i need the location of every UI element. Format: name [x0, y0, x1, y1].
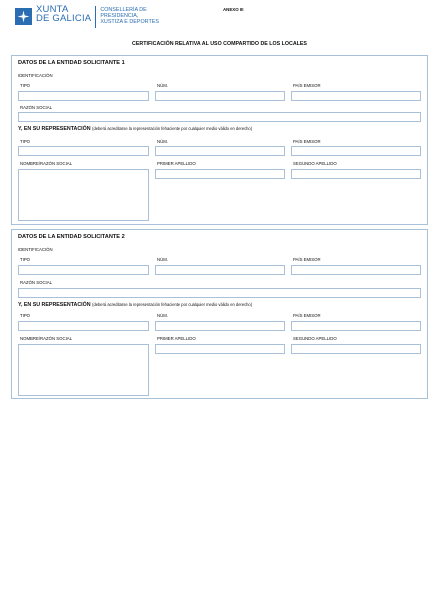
razon-social-field[interactable]: [18, 112, 421, 122]
section-heading: DATOS DE LA ENTIDAD SOLICITANTE 2: [18, 234, 125, 240]
representation-note: (deberá acreditarse la representación fehaciente por cualquier medio válido en derecho): [92, 302, 253, 307]
repr-num-label: NÚM.: [157, 139, 168, 144]
representation-title: Y, EN SU REPRESENTACIÓN: [18, 126, 91, 132]
dept-line-2: PRESIDENCIA,: [100, 13, 139, 20]
tipo-label: TIPO: [20, 257, 31, 262]
num-field[interactable]: [155, 265, 285, 275]
pais-emisor-field[interactable]: [291, 265, 421, 275]
primer-apellido-field[interactable]: [155, 169, 285, 179]
pais-emisor-field[interactable]: [291, 91, 421, 101]
repr-pais-emisor-label: PAÍS EMISOR: [293, 139, 321, 144]
repr-num-label: NÚM.: [157, 313, 168, 318]
pais-emisor-label: PAÍS EMISOR: [293, 257, 321, 262]
logo-line-1: XUNTA: [36, 4, 69, 15]
segundo-apellido-label: SEGUNDO APELLIDO: [293, 161, 337, 166]
applicant-entity-2-section: [11, 229, 428, 399]
pais-emisor-label: PAÍS EMISOR: [293, 83, 321, 88]
repr-num-field[interactable]: [155, 321, 285, 331]
razon-social-label: RAZÓN SOCIAL: [20, 105, 52, 110]
razon-social-label: RAZÓN SOCIAL: [20, 280, 52, 285]
repr-tipo-label: TIPO: [20, 313, 31, 318]
num-label: NÚM.: [157, 83, 168, 88]
dept-line-3: XUSTIZA E DEPORTES: [100, 19, 159, 26]
tipo-field[interactable]: [18, 91, 149, 101]
tipo-field[interactable]: [18, 265, 149, 275]
primer-apellido-label: PRIMER APELLIDO: [157, 161, 196, 166]
header: [15, 5, 159, 29]
nombre-razon-social-label: NOMBRE/RAZÓN SOCIAL: [20, 336, 73, 341]
representation-heading: [18, 302, 252, 308]
repr-pais-emisor-field[interactable]: [291, 321, 421, 331]
num-label: NÚM.: [157, 257, 168, 262]
identification-label: IDENTIFICACIÓN: [18, 247, 53, 252]
applicant-entity-1-section: [11, 55, 428, 225]
dept-line-1: CONSELLERÍA DE: [100, 7, 147, 13]
annex-label: ANEXO III: [223, 7, 244, 12]
repr-num-field[interactable]: [155, 146, 285, 156]
segundo-apellido-label: SEGUNDO APELLIDO: [293, 336, 337, 341]
xunta-wordmark: [36, 5, 91, 23]
nombre-razon-social-field[interactable]: [18, 169, 149, 221]
num-field[interactable]: [155, 91, 285, 101]
repr-pais-emisor-label: PAÍS EMISOR: [293, 313, 321, 318]
repr-tipo-field[interactable]: [18, 321, 149, 331]
nombre-razon-social-label: NOMBRE/RAZÓN SOCIAL: [20, 161, 73, 166]
header-divider: [95, 6, 96, 28]
section-heading: DATOS DE LA ENTIDAD SOLICITANTE 1: [18, 60, 125, 66]
repr-tipo-field[interactable]: [18, 146, 149, 156]
segundo-apellido-field[interactable]: [291, 169, 421, 179]
document-title: CERTIFICACIÓN RELATIVA AL USO COMPARTIDO DE LOS LOCALES: [132, 41, 307, 47]
representation-title: Y, EN SU REPRESENTACIÓN: [18, 302, 91, 308]
razon-social-field[interactable]: [18, 288, 421, 298]
nombre-razon-social-field[interactable]: [18, 344, 149, 396]
logo-line-2: DE GALICIA: [36, 13, 92, 24]
identification-label: IDENTIFICACIÓN: [18, 73, 53, 78]
department-name: [100, 7, 159, 26]
segundo-apellido-field[interactable]: [291, 344, 421, 354]
repr-tipo-label: TIPO: [20, 139, 31, 144]
primer-apellido-label: PRIMER APELLIDO: [157, 336, 196, 341]
repr-pais-emisor-field[interactable]: [291, 146, 421, 156]
primer-apellido-field[interactable]: [155, 344, 285, 354]
representation-heading: [18, 126, 252, 132]
tipo-label: TIPO: [20, 83, 31, 88]
xunta-cross-logo-icon: [15, 8, 32, 25]
representation-note: (deberá acreditarse la representación fehaciente por cualquier medio válido en derecho): [92, 126, 253, 131]
